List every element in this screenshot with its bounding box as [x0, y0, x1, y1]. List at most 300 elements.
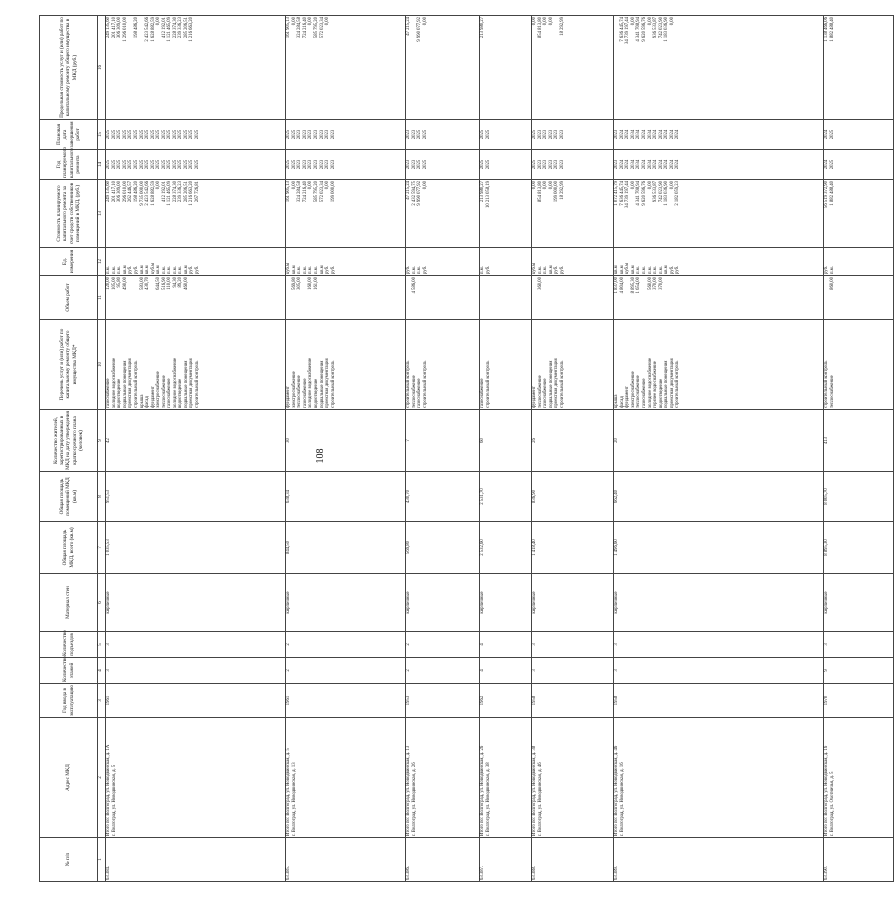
unit-value: п.м. — [297, 266, 303, 274]
date-value: 2023 — [330, 129, 336, 140]
row-number: 63.390. — [823, 838, 893, 882]
material-cell: кирпичные — [531, 574, 613, 632]
area-rooms-cell: 836,90 — [531, 472, 613, 522]
limit-value: 585 795,20 — [314, 17, 319, 39]
cost-value: 412 192,01 — [161, 181, 167, 203]
unit-value: кв.м — [145, 265, 151, 274]
limit-value: 0,00 — [647, 17, 653, 26]
table-row — [479, 16, 531, 882]
work-item: газоснабжение — [642, 378, 647, 408]
work-item: водоотведение — [178, 378, 184, 408]
year-value: 2024 — [619, 159, 625, 170]
limit-value: 1 628 882,59 — [150, 17, 156, 42]
date-value: 2025 — [195, 129, 201, 140]
date-value: 2025 — [106, 129, 112, 140]
unit-cell — [531, 248, 613, 276]
year-value: 2025 — [122, 159, 128, 170]
limit-value: 1 121 465,09 — [167, 17, 173, 42]
residents-cell: 30 — [285, 410, 405, 472]
unit-value: кв.м — [183, 265, 189, 274]
address-line: Итого по: Волгоград, ул. Новодвинская, д. 16 — [824, 745, 830, 836]
cost-value: 306 309,00 — [117, 181, 123, 203]
cost-value: 572 023,34 — [319, 181, 325, 203]
year-value: 2025 — [532, 159, 538, 170]
year-cell: 1970 — [823, 684, 893, 718]
work-item: строительный контроль — [675, 360, 681, 408]
work-item: фундамент — [286, 386, 292, 408]
row-number: 63.384. — [105, 838, 285, 882]
table-row — [823, 16, 893, 882]
unit-value: руб. — [128, 265, 134, 274]
year-value: 2023 — [302, 159, 308, 170]
date-value: 2024 — [642, 129, 647, 140]
column-number: 4 — [98, 658, 106, 684]
header-unit: Ед. измерения — [40, 248, 98, 276]
year-value: 2025 — [156, 159, 162, 170]
unit-value: п.м. — [302, 266, 308, 274]
cost-value: 285 206,51 — [183, 181, 189, 203]
area-total-cell: 1 035,53 — [105, 522, 285, 574]
residents-cell: 26 — [531, 410, 613, 472]
column-number: 9 — [98, 410, 106, 472]
limit-value: 34 739 197,44 — [625, 17, 631, 44]
work-item: теплоснабжение — [411, 375, 417, 408]
address-cell — [405, 718, 479, 838]
limit-cost-cell — [479, 16, 531, 120]
unit-value: п.м. — [537, 266, 543, 274]
volume-value: 1 837,00 — [614, 277, 620, 294]
limit-value: 0,00 — [532, 17, 538, 26]
unit-value: кв.м — [139, 265, 145, 274]
volume-value: 644,50 — [156, 277, 162, 290]
header-row — [40, 16, 98, 882]
date-value: 2025 — [485, 129, 491, 140]
year-cell: 1958 — [531, 684, 613, 718]
year-value: 2025 — [195, 159, 201, 170]
limit-value: 47 215,24 — [406, 17, 412, 36]
work-item: строительный контроль — [406, 360, 412, 408]
limit-value: 572 023,34 — [319, 17, 325, 39]
header-repair-year: Год планируемого капитального ремонта — [40, 150, 98, 180]
year-value: 2024 — [824, 159, 830, 170]
unit-value: п.м. — [417, 266, 423, 274]
year-value: 2024 — [642, 159, 647, 170]
work-item: фундамент — [625, 386, 631, 408]
cost-value: 9 990 077,92 — [417, 181, 423, 206]
date-value: 2025 — [145, 129, 151, 140]
date-value: 2024 — [824, 129, 830, 140]
year-value: 2023 — [325, 159, 331, 170]
column-number: 3 — [98, 684, 106, 718]
end-date-cell — [613, 120, 823, 150]
end-date-cell — [405, 120, 479, 150]
date-value: 2023 — [308, 129, 314, 140]
limit-value: 742 023,90 — [658, 17, 664, 39]
date-value: 2025 — [122, 129, 128, 140]
date-value: 2025 — [156, 129, 162, 140]
page-number: 108 — [315, 448, 326, 464]
unit-value: руб. — [422, 265, 428, 274]
date-value: 2025 — [286, 129, 292, 140]
unit-value: п.м. — [106, 266, 112, 274]
work-item: подвальные помещения — [664, 360, 670, 408]
unit-value: п.м. — [642, 266, 647, 274]
cost-value: 161 905,13 — [286, 181, 292, 203]
unit-cell — [405, 248, 479, 276]
area-total-cell: 1 418,40 — [531, 522, 613, 574]
date-value: 2025 — [183, 129, 189, 140]
date-value: 2023 — [319, 129, 325, 140]
year-value: 2024 — [653, 159, 659, 170]
date-value: 2025 — [139, 129, 145, 140]
date-value: 2034 — [630, 129, 636, 140]
date-value: 2024 — [658, 129, 664, 140]
volume-cell — [823, 276, 893, 320]
unit-value: руб. — [325, 265, 331, 274]
year-cell: 1958 — [613, 684, 823, 718]
row-number: 63.385. — [285, 838, 405, 882]
unit-value: кв.м — [319, 265, 325, 274]
work-item: подвальные помещения — [122, 360, 128, 408]
year-value: 2025 — [128, 159, 134, 170]
volume-value: 94,30 — [172, 277, 178, 288]
volume-value: 120,00 — [106, 277, 112, 290]
volume-value: 490,00 — [122, 277, 128, 290]
repair-year-cell — [285, 150, 405, 180]
work-item: подвальные помещения — [548, 360, 554, 408]
cost-value: 267 726,81 — [195, 181, 201, 203]
work-item: фундамент — [150, 386, 156, 408]
work-item: проектная документация — [128, 358, 134, 408]
cost-value: 18 292,99 — [560, 181, 565, 200]
row-number: 63.389. — [613, 838, 823, 882]
date-value: 2023 — [560, 129, 565, 140]
area-rooms-cell: 638,34 — [285, 472, 405, 522]
table-row — [405, 16, 479, 882]
unit-value: кв.м — [614, 265, 620, 274]
limit-value: 4 341 708,94 — [636, 17, 642, 42]
date-value: 2025 — [417, 129, 423, 140]
work-item: газоснабжение — [106, 378, 112, 408]
year-value: 2023 — [548, 159, 554, 170]
work-item: проектная документация — [669, 358, 675, 408]
unit-value: п.м. — [111, 266, 117, 274]
floors-cell: 9 — [823, 658, 893, 684]
header-volume: Объем работ — [40, 276, 98, 320]
year-value: 2025 — [183, 159, 189, 170]
volume-cell — [479, 276, 531, 320]
limit-value: 0,00 — [669, 17, 675, 26]
date-value: 2025 — [422, 129, 428, 140]
unit-value: руб. — [195, 265, 201, 274]
year-value: 2025 — [189, 159, 195, 170]
unit-cell — [613, 248, 823, 276]
area-total-cell: 1 496,60 — [613, 522, 823, 574]
unit-value: куб.м — [532, 262, 538, 274]
limit-value: 201 417,10 — [111, 17, 117, 39]
cost-value: 742 023,90 — [658, 181, 664, 203]
cost-value: 249 135,60 — [106, 181, 112, 203]
limit-value: 1 882 488,40 — [829, 17, 835, 42]
column-number: 8 — [98, 472, 106, 522]
unit-cell — [479, 248, 531, 276]
date-value: 2024 — [625, 129, 631, 140]
repair-year-cell — [105, 150, 285, 180]
column-number: 15 — [98, 120, 106, 150]
unit-value: кв.м — [291, 265, 297, 274]
year-value: 2023 — [308, 159, 314, 170]
cost-value: 0,00 — [647, 181, 653, 190]
year-value: 2023 — [537, 159, 543, 170]
cost-value: 34 739 197,44 — [625, 181, 631, 208]
year-value: 2024 — [675, 159, 681, 170]
works-cell — [531, 320, 613, 410]
cost-value: 1 072 415,79 — [614, 181, 620, 206]
unit-cell — [105, 248, 285, 276]
volume-value — [675, 277, 681, 318]
cost-value: 199 000,00 — [330, 181, 336, 203]
limit-value: 9 620 596,76 — [642, 17, 647, 42]
repair-year-cell — [405, 150, 479, 180]
unit-value: п.м. — [543, 266, 549, 274]
date-value: 2025 — [150, 129, 156, 140]
work-item: горячее водоснабжение — [653, 361, 659, 408]
unit-value: п.м. — [167, 266, 173, 274]
work-item: теплоснабжение — [829, 375, 835, 408]
works-cell — [405, 320, 479, 410]
volume-value: 860,00 — [829, 277, 835, 290]
unit-cell — [823, 248, 893, 276]
work-item: строительный контроль — [134, 360, 139, 408]
year-value: 2023 — [314, 159, 319, 170]
unit-value: п.м. — [308, 266, 314, 274]
area-rooms-cell: 951,53 — [105, 472, 285, 522]
limit-cost-cell — [531, 16, 613, 120]
address-cell — [479, 718, 531, 838]
cost-value: 1 183 036,90 — [664, 181, 670, 206]
volume-value — [195, 277, 201, 318]
column-number: 5 — [98, 632, 106, 658]
year-value: 2025 — [167, 159, 173, 170]
volume-value: 89,20 — [178, 277, 184, 288]
date-value: 2024 — [675, 129, 681, 140]
volume-value: 305,00 — [297, 277, 303, 290]
cost-value: 213 980,27 — [480, 181, 486, 203]
volume-value — [486, 277, 492, 318]
header-material: Материал стен — [40, 574, 98, 632]
volume-value: 460,00 — [183, 277, 189, 290]
entrances-cell: 3 — [823, 632, 893, 658]
limit-cost-cell — [105, 16, 285, 120]
work-item: газоснабжение — [417, 378, 423, 408]
address-line: Итого по: Волгоград, ул. Новодвинская, д. 26 — [480, 745, 486, 836]
unit-value: руб. — [189, 265, 195, 274]
floors-cell: 3 — [531, 658, 613, 684]
limit-value: 936 533,87 — [653, 17, 659, 39]
year-value: 2023 — [297, 159, 303, 170]
work-item: теплоснабжение — [161, 375, 167, 408]
end-date-cell — [479, 120, 531, 150]
cost-value: 2 423 542,66 — [145, 181, 151, 206]
volume-value: 161,00 — [314, 277, 319, 290]
volume-value — [331, 277, 337, 318]
volume-value: 4 804,00 — [619, 277, 625, 294]
row-number: 63.388. — [531, 838, 613, 882]
material-cell: кирпичные — [823, 574, 893, 632]
cost-value: 324 284,58 — [297, 181, 303, 203]
repair-plan-table — [39, 15, 894, 882]
work-item: холодное водоснабжение — [111, 357, 117, 408]
year-value: 2024 — [669, 159, 675, 170]
limit-cost-cell — [823, 16, 893, 120]
unit-value: кв.м — [156, 265, 162, 274]
repair-year-cell — [479, 150, 531, 180]
end-date-cell — [531, 120, 613, 150]
date-value: 2025 — [117, 129, 123, 140]
limit-value — [675, 17, 681, 118]
date-value: 2025 — [111, 129, 117, 140]
year-value: 2023 — [330, 159, 336, 170]
entrances-cell: 3 — [531, 632, 613, 658]
material-cell: кирпичные — [479, 574, 531, 632]
cost-value: 585 795,20 — [314, 181, 319, 203]
limit-value: 324 284,58 — [297, 17, 303, 39]
year-value: 2025 — [145, 159, 151, 170]
limit-value: 0,00 — [630, 17, 636, 26]
area-rooms-cell: 662,40 — [613, 472, 823, 522]
cost-value: 1 882 488,40 — [829, 181, 835, 206]
year-value: 2023 — [614, 159, 620, 170]
volume-value: 110,00 — [167, 277, 173, 290]
year-value: 2025 — [117, 159, 123, 170]
limit-value: 213 980,27 — [480, 17, 486, 39]
year-value: 2023 — [406, 159, 412, 170]
cost-value: 9 620 596,76 — [642, 181, 647, 206]
volume-value — [423, 277, 429, 318]
year-value: 2025 — [417, 159, 423, 170]
unit-value: руб. — [560, 265, 565, 274]
unit-value: руб. — [824, 265, 830, 274]
limit-value: 228 374,30 — [172, 17, 178, 39]
work-item: газоснабжение — [167, 378, 173, 408]
end-date-cell — [285, 120, 405, 150]
limit-value: 7 636 445,74 — [619, 17, 625, 42]
table-row — [531, 16, 613, 882]
date-value: 2034 — [647, 129, 653, 140]
work-item: строительный контроль — [560, 360, 565, 408]
header-entrances: Количество подъездов — [40, 632, 98, 658]
work-item: электроснабжение — [291, 371, 297, 408]
work-item: крыша — [614, 394, 620, 408]
limit-value — [195, 17, 201, 118]
date-value: 2025 — [829, 129, 835, 140]
cost-value: 10 213 058,19 — [485, 181, 491, 208]
work-item: газоснабжение — [480, 378, 486, 408]
limit-value: 1 296 010,00 — [122, 17, 128, 42]
header-works: Перечень услуг и (или) работ по капитальному ремонту общего имущества МКД* — [40, 320, 98, 410]
unit-value: руб. — [669, 265, 675, 274]
date-value: 2023 — [325, 129, 331, 140]
work-item: подвальные помещения — [183, 360, 189, 408]
date-value: 2025 — [291, 129, 297, 140]
year-value: 2025 — [134, 159, 139, 170]
cost-value: 198 486,20 — [134, 181, 139, 203]
date-value: 2023 — [548, 129, 554, 140]
limit-value: 198 486,20 — [134, 17, 139, 39]
year-value: 2034 — [636, 159, 642, 170]
volume-cell — [405, 276, 479, 320]
entrances-cell: 2 — [405, 632, 479, 658]
year-value: 2025 — [291, 159, 297, 170]
date-value: 2023 — [314, 129, 319, 140]
cost-value: 0,00 — [308, 181, 314, 190]
limit-value: 161 905,13 — [286, 17, 292, 39]
material-cell: кирпичные — [405, 574, 479, 632]
date-value: 2023 — [537, 129, 543, 140]
address-line: Итого по: Волгоград, ул. Новодвинская, д. 13 — [406, 745, 412, 836]
unit-value: п.м. — [653, 266, 659, 274]
area-total-cell: 844,50 — [285, 522, 405, 574]
column-number: 10 — [98, 320, 106, 410]
cost-value: 0,00 — [325, 181, 331, 190]
entrances-cell: 3 — [613, 632, 823, 658]
material-cell: кирпичные — [285, 574, 405, 632]
volume-value — [560, 277, 566, 318]
column-number: 2 — [98, 718, 106, 838]
date-value: 2024 — [669, 129, 675, 140]
unit-value: куб.м — [286, 262, 292, 274]
area-rooms-cell: 8 005,70 — [823, 472, 893, 522]
address-line: г. Волгоград, ул. Новодвинская, д. 13 — [291, 762, 297, 836]
header-area-rooms: Общая площадь помещений МКД (кв.м) — [40, 472, 98, 522]
header-area-total: Общая площадь МКД, всего (кв.м) — [40, 522, 98, 574]
cost-cell — [285, 180, 405, 248]
cost-value: 47 215,24 — [406, 181, 412, 200]
residents-cell: 7 — [405, 410, 479, 472]
cost-value: 296 010,00 — [122, 181, 128, 203]
work-item: газоснабжение — [543, 378, 549, 408]
cost-value: 56 519 372,90 — [824, 181, 830, 208]
entrances-cell: 3 — [105, 632, 285, 658]
volume-value: 95,80 — [117, 277, 123, 288]
repair-year-cell — [531, 150, 613, 180]
column-number: 12 — [98, 248, 106, 276]
year-value: 2024 — [625, 159, 631, 170]
address-cell — [531, 718, 613, 838]
limit-value: 412 192,01 — [161, 17, 167, 39]
date-value: 2024 — [653, 129, 659, 140]
limit-value: 0,00 — [422, 17, 428, 26]
year-value: 2025 — [161, 159, 167, 170]
work-item: холодное водоснабжение — [647, 357, 653, 408]
rotated-sheet — [39, 16, 835, 882]
year-value: 2023 — [543, 159, 549, 170]
year-cell: 1961 — [105, 684, 285, 718]
floors-cell: 2 — [405, 658, 479, 684]
limit-cost-cell — [613, 16, 823, 120]
limit-value: 0,00 — [325, 17, 331, 26]
end-date-cell — [105, 120, 285, 150]
cost-value: 854 813,80 — [537, 181, 543, 203]
work-item: крыша — [139, 394, 145, 408]
limit-value: 724 216,40 — [302, 17, 308, 39]
work-item: фундамент — [532, 386, 538, 408]
date-value: 2025 — [128, 129, 134, 140]
work-item: электроснабжение — [156, 371, 162, 408]
work-item: холодное водоснабжение — [308, 357, 314, 408]
unit-value: руб. — [554, 265, 560, 274]
year-cell: 1953 — [405, 684, 479, 718]
